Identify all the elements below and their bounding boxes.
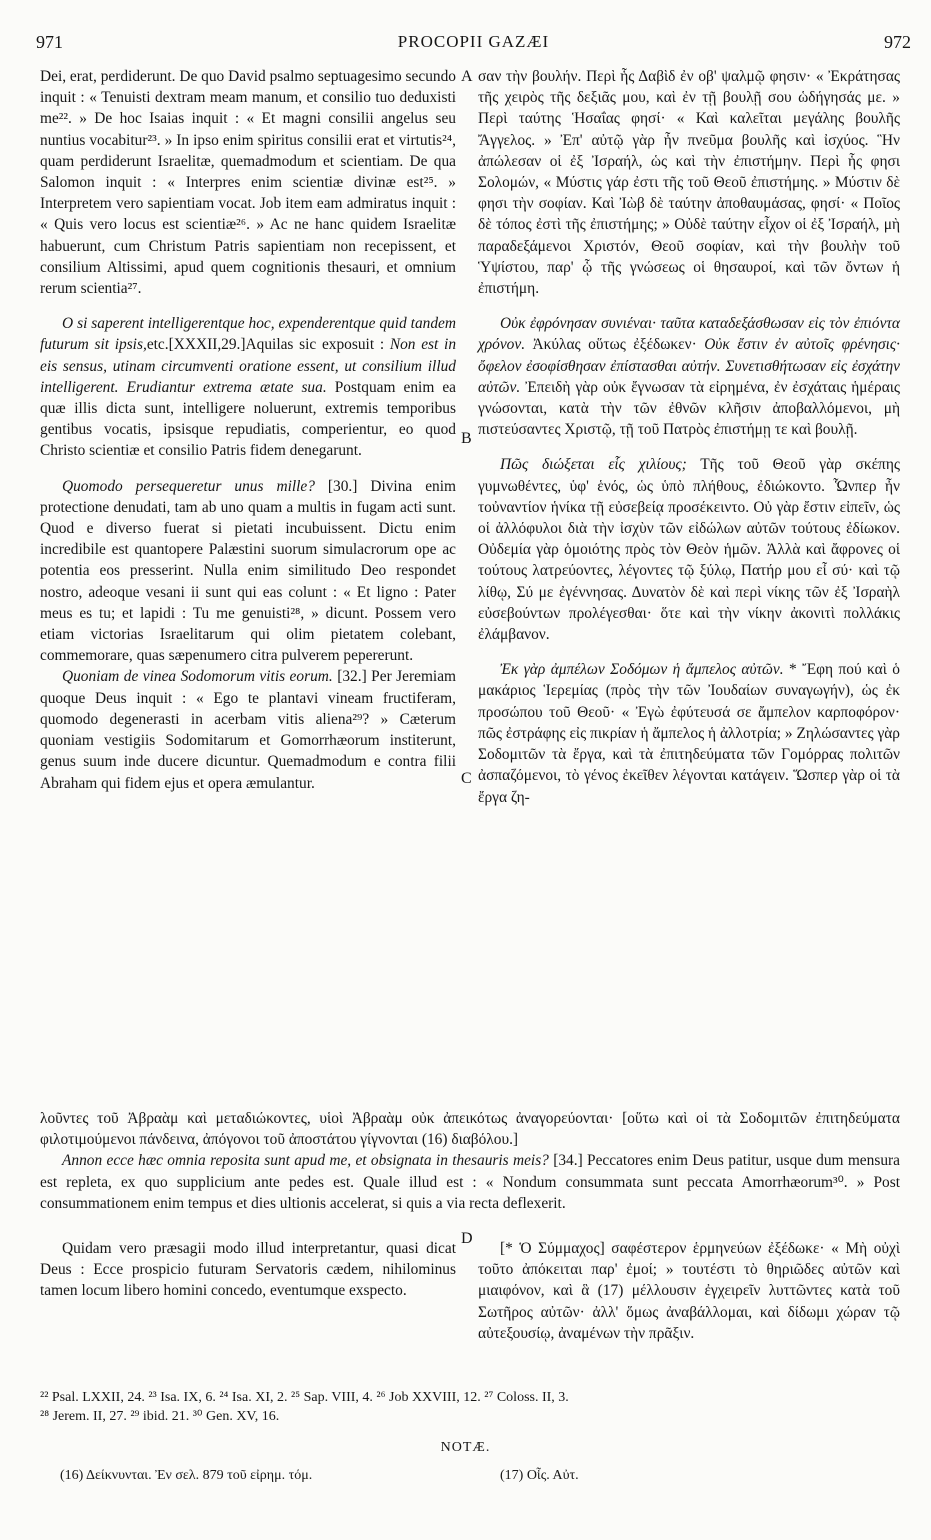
margin-letter-c: C — [461, 770, 472, 787]
greek-paragraph-2 — [478, 313, 900, 440]
greek-column-bottom — [478, 1238, 900, 1344]
latin-lemma-4: Quoniam de vinea Sodomorum vitis eorum. — [62, 668, 333, 686]
running-title: PROCOPII GAZÆI — [397, 32, 550, 51]
references-line-2: ²⁸ Jerem. II, 27. ²⁹ ibid. 21. ³⁰ Gen. XV, 16. — [40, 1409, 280, 1424]
margin-letter-b: B — [461, 430, 472, 447]
latin-paragraph-6: Quidam vero præsagii modo illud interpretantur, quasi dicat Deus : Ecce prospicio futuram Servatoris cædem, nihilominus tamen locum libero homini concedo, eventumque exspecto. — [40, 1240, 456, 1300]
note-17: (17) Οἷς. Αὐτ. — [500, 1468, 579, 1483]
latin-paragraph-5 — [40, 1150, 900, 1214]
latin-text-2a: Aquilas sic exposuit : — [245, 336, 385, 354]
greek-column — [478, 66, 900, 808]
latin-lemma-5: Annon ecce hæc omnia reposita sunt apud me, et obsignata in thesauris meis? — [62, 1152, 549, 1170]
greek-lemma-2: Οὐκ ἐφρόνησαν συνιέναι· ταῦτα καταδεξάσθωσαν εἰς τὸν ἐπιόντα χρόνον. — [478, 315, 900, 354]
latin-column — [40, 66, 456, 794]
greek-paragraph-3 — [478, 454, 900, 645]
latin-lemma-3: Quomodo persequeretur unus mille? — [62, 477, 315, 495]
greek-paragraph-1: σαν τὴν βουλήν. Περὶ ἧς Δαβὶδ ἐν οβ' ψαλμῷ φησιν· « Ἐκράτησας τῆς χειρὸς τῆς δεξιᾶς μου, καὶ ἐν τῇ βουλῇ σου ὡδήγησάς με. » Περὶ ταύτης Ἡσαΐας φησί· « Καὶ καλεῖται μεγάλης βουλῆς Ἄγγελος. » Ἐπ' αὐτῷ γὰρ ἦν πνεῦμα βουλῆς καὶ ἰσχύος. Ἣν ἀπώλεσαν οἱ ἐξ Ἰσραήλ, ὡς καὶ τὴν ἐπιστήμην. Περὶ ἧς φησι Σολομών, « Μύστις γάρ ἐστι τῆς τοῦ Θεοῦ ἐπιστήμης. » Μύστιν δὲ φησι τὴν σοφίαν. Καὶ Ἰὼβ δὲ ταύτην ἀποθαυμάσας, φησί· « Ποῖος δὲ τόπος ἐστὶ τῆς ἐπιστήμης; » Οὐδὲ ταύτην εἶχον οἱ ἐξ Ἰσραήλ, μὴ παραδεξάμενοι Χριστόν, Θεοῦ σοφίαν, καὶ τὴν βουλὴν τοῦ Ὑψίστου, παρ' ᾧ τῆς γνώσεως οἱ θησαυροί, καὶ τῶν ὄντων ἡ ἐπιστήμη. — [478, 68, 900, 298]
latin-text-3: [30.] Divina enim protectione denudati, tam ab uno quam a multis in fugam acti sunt. Quod e diverso fuerat si pietati incubuissent. Dictu enim incredibile est quantopere Palæstini suorum simulacrorum ope ac potentia eos presserint. Nulla enim similitudo Deo respondet nostro, adeoque vesani ii sunt qui eas colunt : « Et ligno : Pater meus es tu; et lapidi : Tu me genuisti²⁸, » dicunt. Possem vero etiam victorias Israelitarum qui olim pietatem colebant, commemorare, quas sæpenumero citra pulverem pepererunt. — [40, 477, 456, 665]
latin-text-4: [32.] Per Jeremiam quoque Deus inquit : « Ego te plantavi vineam fructiferam, quomodo degenerasti in acerbam vitis aliena²⁹? » Cæterum quoniam vestigiis Sodomitarum et Gomorrhæorum institerunt, genus suum inde ducere dicuntur. Quemadmodum e contra filii Abraham qui fidem ejus et opera æmulantur. — [40, 668, 456, 792]
greek-lemma-3: Πῶς διώξεται εἷς χιλίους; — [500, 456, 687, 474]
page-number-right: 972 — [884, 32, 911, 52]
greek-quote-2: Οὐκ ἔστιν ἐν αὐτοῖς φρένησις· ὄφελον ἐσοφίσθησαν ἐπίστασθαι αὐτήν. Συνετισθήτωσαν εἰς ἐσχάτην αὐτῶν. — [478, 336, 900, 396]
greek-lemma-4: Ἐκ γὰρ ἀμπέλων Σοδόμων ἡ ἄμπελος αὐτῶν. — [500, 661, 784, 679]
greek-text-4: * Ἔφη πού καὶ ὁ μακάριος Ἱερεμίας (πρὸς τὴν τῶν Ἰουδαίων συναγωγήν), ὡς ἐκ προσώπου τοῦ Θεοῦ· « Ἐγὼ ἐφύτευσά σε ἄμπελον καρποφόρον· πῶς ἐστράφης εἰς πικρίαν ἡ ἄμπελος ἡ ἀλλοτρία; » Ζηλώσαντες γὰρ Σοδομιτῶν τὰ ἔργα, καὶ τὰ ἐπιτηδεύματα τῶν Γομόρρας πολιτῶν ἀσπαζόμενοι, τὸ γένος ἐκεῖθεν λέγονται κατάγειν. Ὥσπερ γὰρ οἱ τὰ ἔργα ζη- — [478, 661, 900, 806]
latin-paragraph-1: Dei, erat, perdiderunt. De quo David psalmo septuagesimo secundo inquit : « Tenuisti dextram meam manum, et consilio tuo deduxisti me²². » De hoc Isaias inquit : « Et magni consilii angelus seu nuntius vocabitur²³. » In ipso enim spiritus consilii erat et virtutis²⁴, quam perdiderunt Israelitæ, quemadmodum et scientiam. De qua Salomon inquit : « Interpres enim scientiæ divinæ est²⁵. » Interpretem vero sapientiam vocat. Job item eam admiratus inquit : « Quis vero locus est scientiæ²⁶. » Ac ne hanc quidem Israelitæ habuerunt, cum Christum Patris sapientiam non recepissent, et consilium Altissimi, apud quem cognitionis thesauri, et omnium rerum scientia²⁷. — [40, 68, 456, 298]
greek-text-3: Τῆς τοῦ Θεοῦ γὰρ σκέπης γυμνωθέντες, ὑφ' ἑνός, ὡς ὑπὸ πλήθους, ἐδιώκοντο. Ὧνπερ ἦν τοὐναντίον ἡνίκα τῇ εὐσεβείᾳ προσέκειντο. Οὐ γὰρ ἔστιν εἰπεῖν, ὡς οἱ ἀλλόφυλοι διὰ τὴν ἰσχὺν τῶν εἰδώλων αὐτῶν τούτους ἐδίωκον. Οὐδεμία γὰρ ὁμοιότης πρὸς τὸν Θεὸν ἡμῶν. Ἀλλὰ καὶ ἄφρονες οἱ τούτους λατρεύοντες, λέγοντες τῷ ξύλῳ, Πατήρ μου εἶ σύ· καὶ τῷ λίθῳ, Σύ με ἐγέννησας. Δυνατὸν δὲ καὶ περὶ νίκης τῶν ἐξ Ἰσραὴλ εὐσεβούντων προλέγεσθαι· ὅτε καὶ τὴν νίκην ἀκονιτὶ πολλάκις ἐλάμβανον. — [478, 456, 900, 644]
latin-column-bottom — [40, 1238, 456, 1302]
scripture-references — [40, 1388, 900, 1426]
notes-block — [60, 1468, 880, 1484]
latin-paragraph-2 — [40, 313, 456, 461]
running-header — [36, 32, 911, 56]
greek-paragraph-6: [* Ὁ Σύμμαχος] σαφέστερον ἑρμηνεύων ἐξέδωκε· « Μὴ οὐχὶ τοῦτο ἀπόκειται παρ' ἐμοί; » τουτέστι τὸ θηριῶδες αὐτῶν καὶ μιαιφόνον, καὶ ἃ (17) μέλλουσιν ἐγχειρεῖν λυττῶντες κατὰ τοῦ Σωτῆρος αὐτῶν· ἀλλ' ὅμως ἀναβάλλομαι, καὶ δίδωμι χώραν τῷ αὐτεξουσίῳ, ἀναμένων τὴν πρᾶξιν. — [478, 1240, 900, 1342]
greek-text-2a: Ἀκύλας οὕτως ἐξέδωκεν· — [532, 336, 697, 354]
greek-continuation: λοῦντες τοῦ Ἀβραὰμ καὶ μεταδιώκοντες, υἱοὶ Ἀβραὰμ οὐκ ἀπεικότως ἀναγορεύονται· [οὕτω καὶ οἱ τὰ Σοδομιτῶν ἐπιτηδεύματα φιλοτιμούμενοι πάνδεινα, ἀπόγονοι τοῦ ἀποστάτου γίγνονται (16) διαβόλου.] — [40, 1110, 900, 1149]
latin-paragraph-3 — [40, 476, 456, 667]
greek-text-2b: Ἐπειδὴ γὰρ οὐκ ἔγνωσαν τὰ εἰρημένα, ἐν ἐσχάταις ἡμέραις γνώσονται, κατὰ τὴν τῶν ἐθνῶν κλῆσιν ἀποβαλλόμενοι, μὴ πιστεύσαντες Χριστῷ, τῇ τοῦ Πατρὸς ἐπιστήμῃ τε καὶ βουλῇ. — [478, 378, 900, 439]
margin-letter-d: D — [461, 1230, 473, 1247]
latin-paragraph-4 — [40, 666, 456, 793]
latin-text-5: [34.] Peccatores enim Deus patitur, usque dum mensura est repleta, ex quo supplicium ante pedes est. Quale illud est : « Nondum consummata sunt peccata Amorrhæorum³⁰. » Post consummationem enim tempus et dies ultionis accelerat, si quis a via recta deflexerit. — [40, 1152, 900, 1212]
full-width-block — [40, 1108, 900, 1214]
note-16: (16) Δείκνυνται. Ἐν σελ. 879 τοῦ εἰρημ. τόμ. — [60, 1468, 313, 1483]
latin-quote-2: Non est in eis sensus, utinam circumventi oratione essent, ut consilium illud intelligerent. Erudiantur extrema ætate sua. — [40, 336, 457, 396]
margin-letter-a: A — [461, 68, 473, 85]
latin-ref-2: etc.[XXXII,29.] — [146, 336, 246, 354]
references-line-1: ²² Psal. LXXII, 24. ²³ Isa. IX, 6. ²⁴ Isa. XI, 2. ²⁵ Sap. VIII, 4. ²⁶ Job XXVIII, 12. ²⁷ Coloss. II, 3. — [40, 1390, 569, 1405]
latin-lemma-2: O si saperent intelligerentque hoc, expenderentque quid tandem futurum sit ipsis, — [40, 315, 456, 354]
latin-text-2b: Postquam enim ea quæ illis dicta sunt, intelligere noluerunt, extremis temporibus gentibus vocatis, ipsisque repudiatis, comperientur, eo quod Christo scientiæ et consilio Patris fidem denegarunt. — [40, 378, 456, 460]
notes-heading: NOTÆ. — [440, 1440, 491, 1455]
greek-paragraph-4 — [478, 659, 900, 807]
page-number-left: 971 — [36, 32, 63, 52]
